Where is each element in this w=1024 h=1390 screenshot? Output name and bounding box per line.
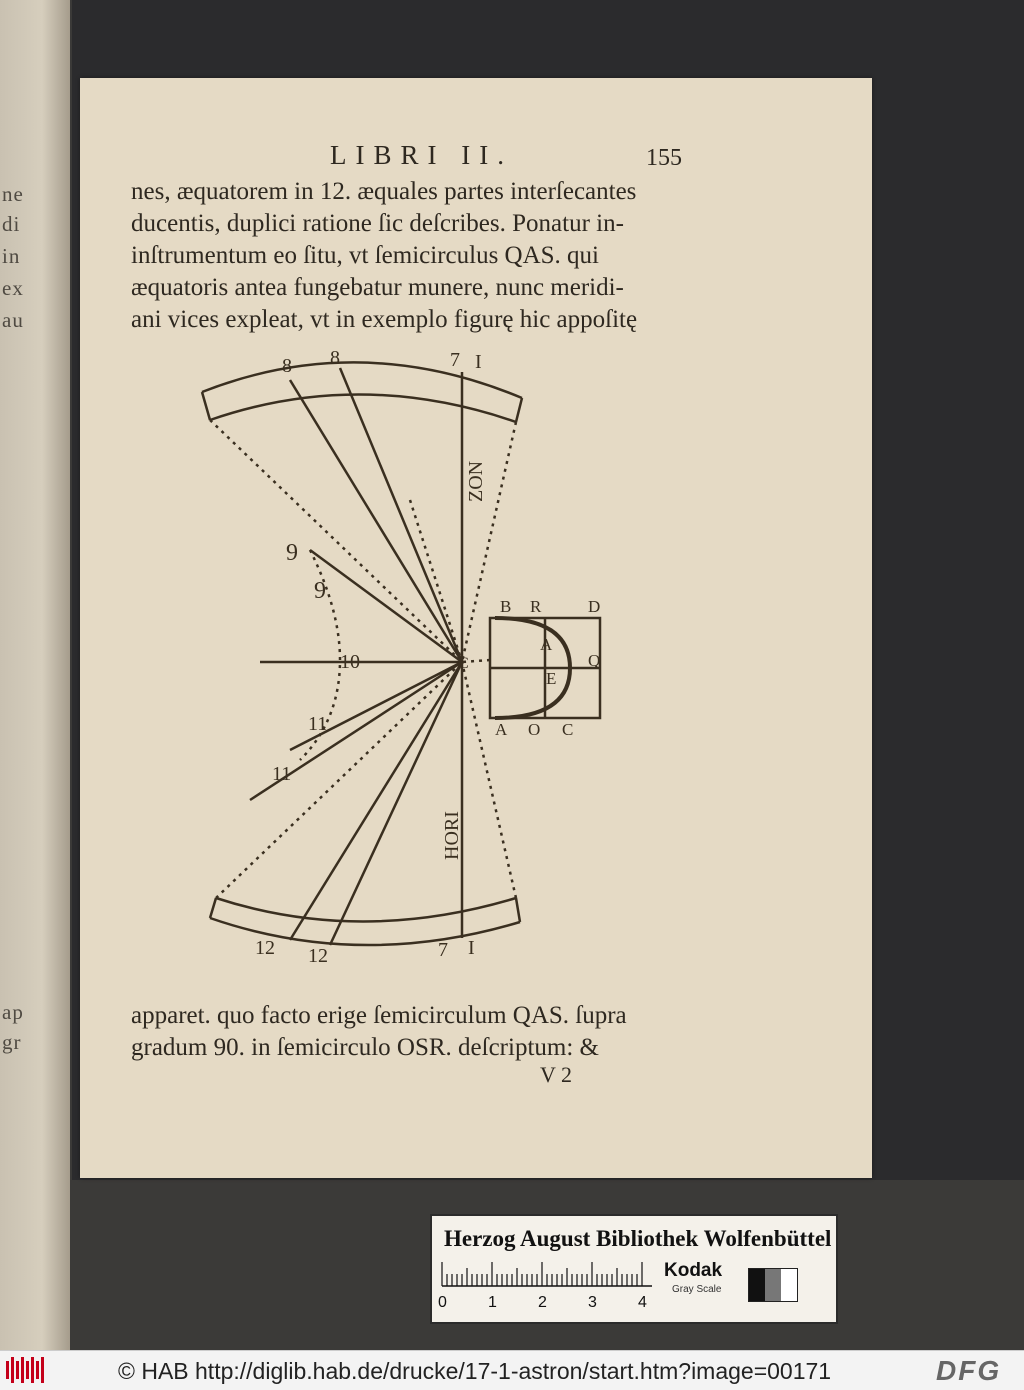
page-number: 155	[646, 145, 682, 171]
sundial-figure	[190, 347, 601, 980]
square-label: R	[530, 597, 542, 616]
top-label: 7	[450, 349, 460, 371]
previous-page-text: ex	[2, 276, 24, 300]
library-name: Herzog August Bibliothek Wolfenbüttel	[444, 1226, 832, 1251]
ruler-scale	[440, 1258, 655, 1292]
bottom-label: I	[468, 937, 475, 959]
hour-label: 9	[314, 578, 326, 604]
gray-scale-caption: Gray Scale	[672, 1284, 722, 1295]
square-label: A	[495, 720, 508, 739]
copyright-link[interactable]: © HAB http://diglib.hab.de/drucke/17-1-astron/start.htm?image=00171	[118, 1358, 832, 1384]
bottom-label: 12	[308, 945, 328, 967]
previous-page-edge	[0, 0, 70, 1350]
square-label: C	[562, 720, 574, 739]
text-line: gradum 90. in ſemicirculo OSR. deſcriptum: &	[131, 1034, 599, 1061]
previous-page-text: gr	[2, 1030, 22, 1054]
text-line: inſtrumentum eo ſitu, vt ſemicirculus QAS. qui	[131, 242, 600, 269]
top-label: I	[475, 351, 482, 373]
ruler-number: 4	[638, 1294, 647, 1311]
text-line: ani vices expleat, vt in exemplo figurę hic appoſitę	[131, 306, 638, 333]
top-label: 8	[282, 355, 292, 377]
bottom-label: 12	[255, 937, 275, 959]
center-label: C	[458, 655, 469, 672]
previous-page-text: ap	[2, 1000, 24, 1024]
text-line: apparet. quo facto erige ſemicirculum QAS. ſupra	[131, 1002, 627, 1029]
square-label: Q	[588, 651, 601, 670]
previous-page-text: in	[2, 244, 21, 268]
dfg-logo: DFG	[936, 1355, 1002, 1386]
hour-label: 11	[308, 713, 328, 735]
hour-label: 11	[272, 763, 292, 785]
top-arc-outer	[202, 362, 522, 398]
running-head: LIBRI II.	[330, 140, 513, 170]
gray-scale-patches	[748, 1268, 798, 1302]
signature-mark: V 2	[540, 1062, 572, 1087]
bottom-label: 7	[438, 939, 448, 961]
previous-page-text: ne	[2, 182, 24, 206]
previous-page-text: di	[2, 212, 21, 236]
square-label: O	[528, 720, 541, 739]
top-arc-inner	[210, 394, 516, 422]
hour-label: 9	[286, 540, 298, 566]
square-label: D	[588, 597, 601, 616]
ruler-number: 2	[538, 1294, 547, 1311]
square-label: A	[540, 635, 553, 654]
hour-label: 10	[340, 651, 360, 673]
text-line: nes, æquatorem in 12. æquales partes interſecantes	[131, 178, 637, 205]
square-label: B	[500, 597, 512, 616]
hab-logo-icon	[6, 1357, 46, 1383]
text-line: æquatoris antea fungebatur munere, nunc meridi-	[131, 274, 624, 301]
kodak-logo-text: Kodak	[664, 1260, 723, 1281]
top-label: 8	[330, 347, 340, 369]
previous-page-text: au	[2, 308, 24, 332]
ruler-number: 3	[588, 1294, 597, 1311]
zone-label: ZON	[465, 460, 487, 502]
square-label: E	[546, 669, 557, 688]
ruler-number: 0	[438, 1294, 447, 1311]
footer-bar	[0, 1350, 1024, 1390]
bottom-arc-inner	[216, 898, 516, 922]
hori-label: HORI	[441, 811, 463, 860]
scale-card	[430, 1214, 838, 1324]
text-line: ducentis, duplici ratione ſic deſcribes. Ponatur in-	[131, 210, 624, 237]
ruler-number: 1	[488, 1294, 497, 1311]
